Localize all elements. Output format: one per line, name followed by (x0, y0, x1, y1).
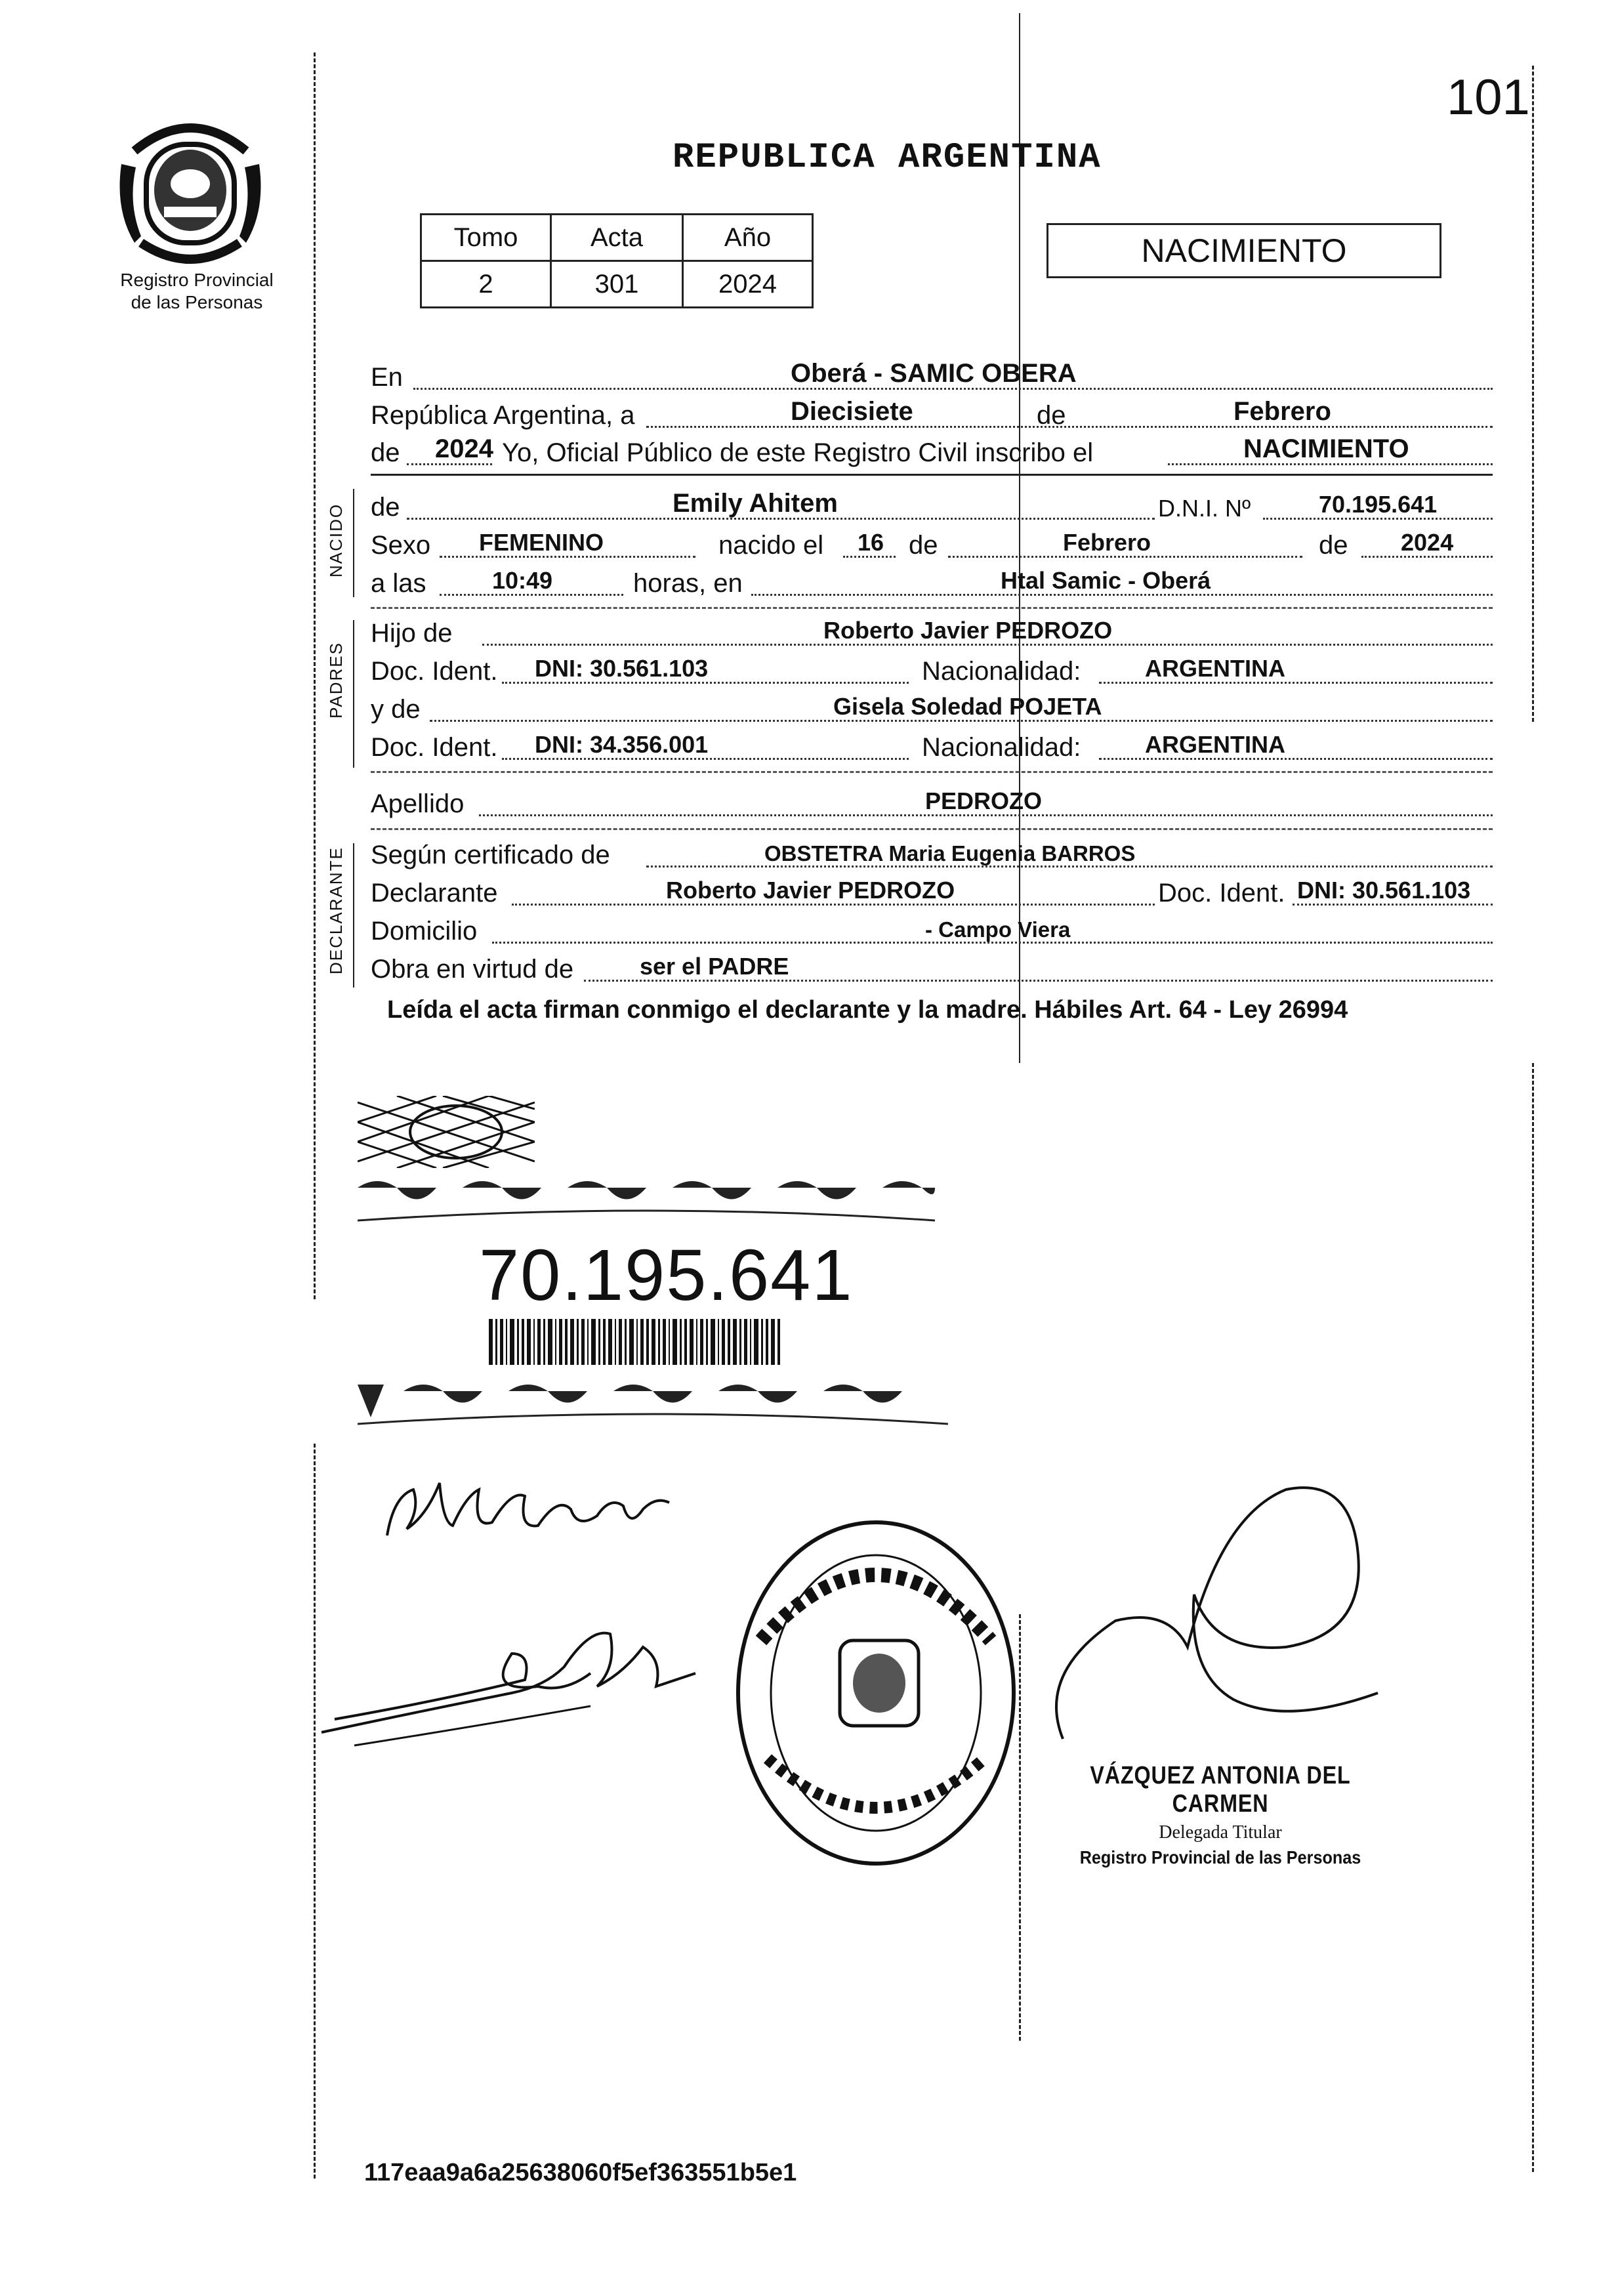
obra-label: Obra en virtud de (371, 955, 574, 984)
declarante-label: Declarante (371, 879, 498, 908)
nombre-value: Emily Ahitem (673, 489, 838, 518)
dia-value: Diecisiete (791, 397, 913, 426)
section-divider (371, 607, 1493, 609)
nacido-anio: 2024 (1401, 529, 1454, 556)
en-label: En (371, 363, 403, 392)
section-divider (371, 771, 1493, 773)
registry-header-row (421, 215, 813, 261)
certificado-value: OBSTETRA Maria Eugenia BARROS (764, 841, 1136, 866)
row-declarante (371, 877, 1493, 911)
nacido-mes: Febrero (1063, 529, 1151, 556)
oficial-text: Yo, Oficial Público de este Registro Civil inscribo el (502, 438, 1094, 467)
apellido-value: PEDROZO (925, 787, 1043, 814)
anio-value: 2024 (435, 434, 493, 463)
registry-table (420, 213, 814, 308)
right-margin-rule (1532, 66, 1536, 722)
document-title: REPUBLICA ARGENTINA (673, 138, 1102, 178)
padre-nacionalidad-label: Nacionalidad: (922, 657, 1081, 686)
domicilio-label: Domicilio (371, 917, 478, 946)
left-margin-rule (314, 52, 318, 1299)
row-padre-doc (371, 655, 1493, 689)
apellido-label: Apellido (371, 789, 465, 818)
nacido-de2-label: de (1319, 531, 1348, 560)
dni-sticker-number: 70.195.641 (479, 1235, 854, 1316)
sexo-label: Sexo (371, 531, 431, 560)
row-obra (371, 953, 1493, 987)
y-de-label: y de (371, 695, 421, 724)
madre-value: Gisela Soledad POJETA (833, 693, 1102, 720)
row-domicilio (371, 915, 1493, 949)
side-label-padres: PADRES (326, 642, 346, 719)
row-madre-doc (371, 731, 1493, 765)
dni-value: 70.195.641 (1319, 491, 1438, 518)
lugar-value: Htal Samic - Oberá (1001, 567, 1211, 594)
obra-value: ser el PADRE (640, 953, 789, 980)
madre-nacionalidad-label: Nacionalidad: (922, 733, 1081, 762)
row-padre (371, 617, 1493, 651)
logo-caption-line2: de las Personas (131, 292, 263, 312)
row-republica (371, 399, 1493, 433)
republica-label: República Argentina, a (371, 401, 635, 430)
nacido-de-label: de (909, 531, 938, 560)
nacido-dia: 16 (858, 529, 884, 556)
de-nombre-label: de (371, 493, 400, 522)
registry-header-tomo: Tomo (421, 215, 551, 261)
logo-caption (98, 269, 295, 314)
registry-header-anio: Año (683, 215, 813, 261)
row-en (371, 361, 1493, 395)
registry-value-row (421, 261, 813, 308)
de-label: de (1037, 401, 1066, 430)
security-pattern-band-bottom (358, 1378, 948, 1430)
official-office: Registro Provincial de las Personas (1079, 1847, 1361, 1868)
closing-note: Leída el acta firman conmigo el declarante y la madre. Hábiles Art. 64 - Ley 26994 (387, 996, 1348, 1024)
official-seal (722, 1509, 1030, 1877)
registry-header-acta: Acta (551, 215, 683, 261)
horas-en-label: horas, en (633, 569, 743, 598)
declarante-bracket (353, 843, 354, 988)
mes-value: Febrero (1233, 397, 1331, 426)
side-label-nacido: NACIDO (326, 503, 346, 577)
dotted-line (646, 426, 1493, 428)
madre-doc: DNI: 34.356.001 (535, 731, 709, 758)
security-pattern-band-top (358, 1175, 935, 1227)
section-rule (371, 474, 1493, 476)
padre-value: Roberto Javier PEDROZO (823, 617, 1113, 644)
row-sexo (371, 529, 1493, 563)
a-las-label: a las (371, 569, 426, 598)
row-certificado (371, 839, 1493, 873)
inscribo-value: NACIMIENTO (1243, 434, 1409, 463)
de-anio-label: de (371, 438, 400, 467)
row-apellido (371, 787, 1493, 822)
en-value: Oberá - SAMIC OBERA (791, 359, 1077, 388)
right-margin-rule-lower (1532, 1063, 1536, 2172)
sexo-value: FEMENINO (479, 529, 604, 556)
domicilio-value: - Campo Viera (925, 917, 1071, 942)
padre-doc: DNI: 30.561.103 (535, 655, 709, 682)
mother-signature (315, 1614, 709, 1752)
padre-doc-label: Doc. Ident. (371, 657, 498, 686)
section-divider (371, 828, 1493, 830)
left-margin-rule-lower (314, 1444, 318, 2179)
registry-value-tomo: 2 (421, 261, 551, 308)
madre-nac: ARGENTINA (1145, 731, 1285, 758)
dni-label: D.N.I. Nº (1158, 495, 1251, 522)
row-hora (371, 567, 1493, 601)
declarant-signature (381, 1470, 682, 1555)
declarante-value: Roberto Javier PEDROZO (666, 877, 955, 904)
side-label-declarante: DECLARANTE (326, 846, 346, 974)
hijo-label: Hijo de (371, 619, 453, 648)
madre-doc-label: Doc. Ident. (371, 733, 498, 762)
record-type-box: NACIMIENTO (1046, 223, 1441, 278)
province-logo (115, 112, 266, 269)
page-number: 101 (1447, 70, 1530, 125)
official-stamp (1043, 1762, 1398, 1868)
nacido-bracket (353, 489, 354, 597)
hora-value: 10:49 (492, 567, 553, 594)
certificado-label: Según certificado de (371, 841, 610, 869)
security-pattern-top (358, 1096, 535, 1168)
document-hash: 117eaa9a6a25638060f5ef363551b5e1 (364, 2159, 797, 2186)
row-inscripcion (371, 436, 1493, 470)
official-role: Delegada Titular (1159, 1822, 1282, 1843)
registry-value-acta: 301 (551, 261, 683, 308)
dni-barcode (489, 1319, 781, 1365)
official-name: VÁZQUEZ ANTONIA DEL CARMEN (1090, 1762, 1351, 1818)
padre-nac: ARGENTINA (1145, 655, 1285, 682)
decl-doc-value: DNI: 30.561.103 (1297, 877, 1471, 904)
official-signature (1037, 1476, 1404, 1752)
row-madre (371, 693, 1493, 727)
registry-value-anio: 2024 (683, 261, 813, 308)
decl-doc-label: Doc. Ident. (1158, 879, 1285, 908)
logo-caption-line1: Registro Provincial (120, 270, 274, 290)
row-nombre (371, 491, 1493, 525)
padres-bracket (353, 620, 354, 768)
nacido-label: nacido el (718, 531, 824, 560)
